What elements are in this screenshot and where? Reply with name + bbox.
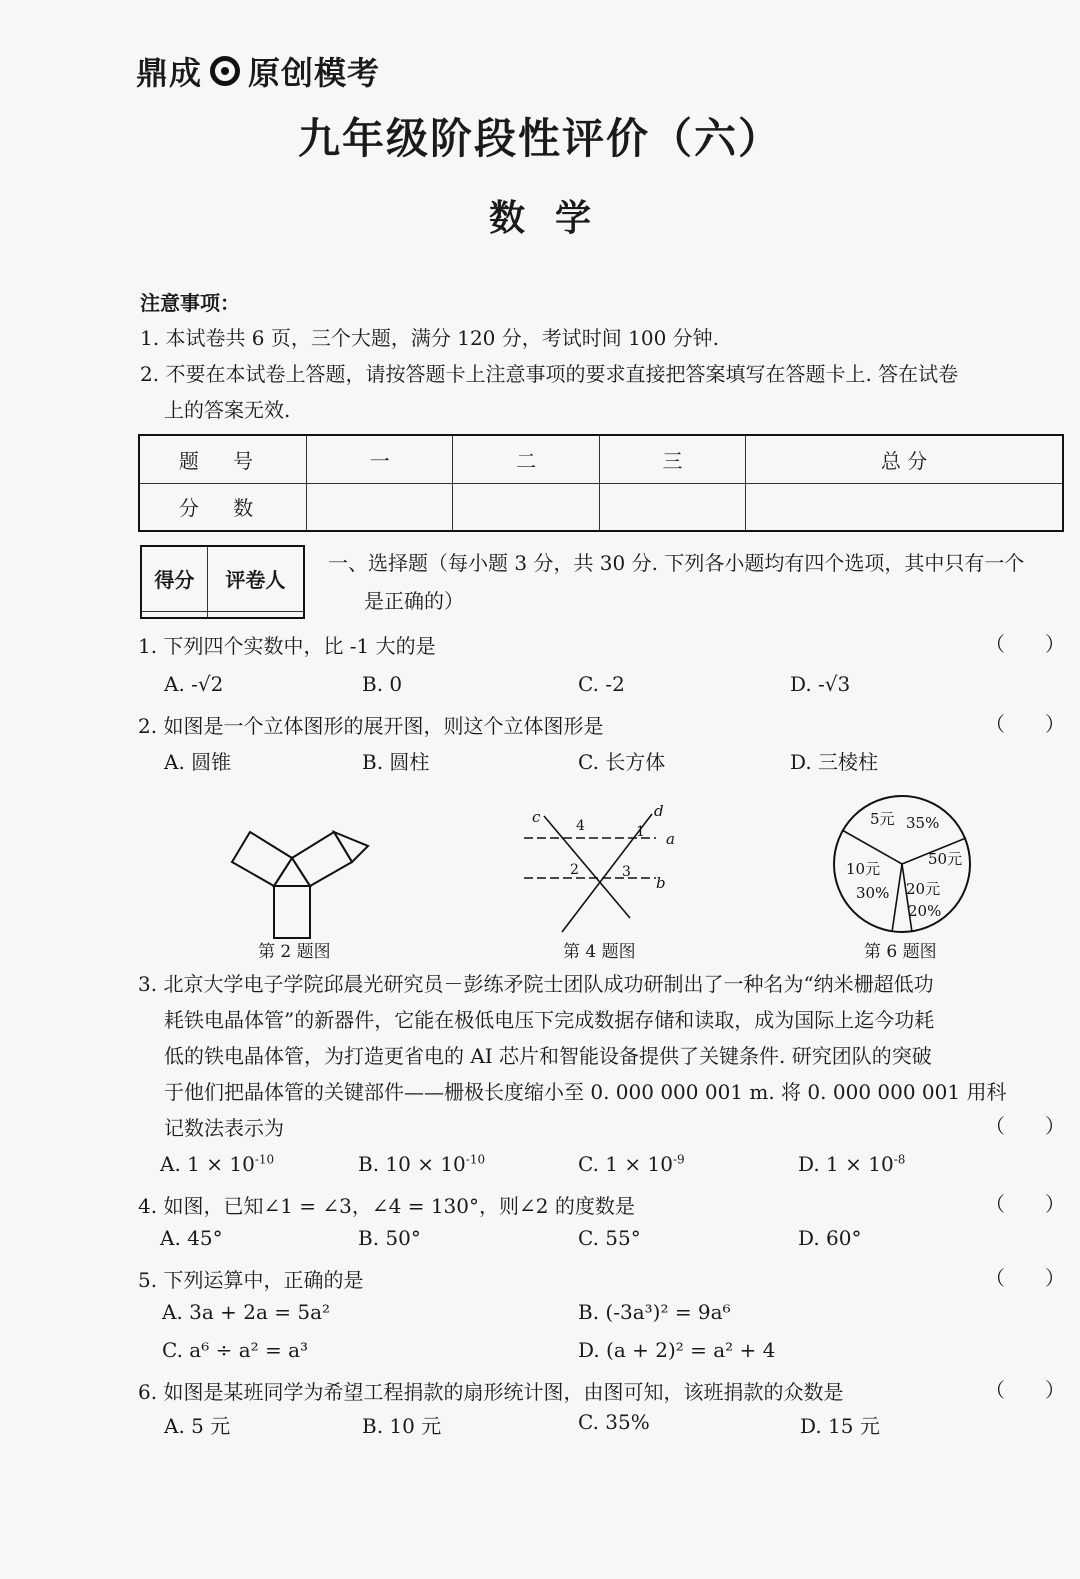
q6-option-d: D. 15 元 bbox=[800, 1414, 880, 1438]
note-item-2-cont: 上的答案无效. bbox=[164, 398, 291, 422]
q4-option-a: A. 45° bbox=[160, 1226, 223, 1250]
fig4-angle-3: 3 bbox=[622, 864, 631, 880]
q5-option-b: B. (-3a³)² = 9a⁶ bbox=[578, 1300, 731, 1324]
grader-score-blank bbox=[141, 611, 207, 618]
score-cell-part3: 三 bbox=[599, 435, 745, 483]
figure-4-caption: 第 4 题图 bbox=[563, 942, 636, 962]
logo-target-icon bbox=[210, 56, 240, 86]
section-heading-line2: 是正确的） bbox=[364, 589, 464, 613]
pie-slice-20yuan-label: 20元 bbox=[906, 880, 941, 898]
section-heading bbox=[328, 544, 1058, 620]
figure-6-caption: 第 6 题图 bbox=[864, 942, 937, 962]
question-2-stem: 2. 如图是一个立体图形的展开图，则这个立体图形是 bbox=[138, 714, 604, 738]
question-5-stem: 5. 下列运算中，正确的是 bbox=[138, 1268, 364, 1292]
pie-slice-5yuan-pct: 35% bbox=[906, 814, 940, 832]
q6-option-c: C. 35% bbox=[578, 1410, 650, 1434]
q5-option-c: C. a⁶ ÷ a² = a³ bbox=[162, 1338, 309, 1362]
answer-paren-5: （ ） bbox=[985, 1266, 1065, 1290]
answer-paren-6: （ ） bbox=[985, 1378, 1065, 1402]
answer-paren-2: （ ） bbox=[985, 712, 1065, 736]
score-input-3 bbox=[599, 483, 745, 531]
grader-name-blank bbox=[207, 611, 304, 618]
score-input-total bbox=[746, 483, 1063, 531]
fig2-cap-triangle bbox=[334, 832, 368, 862]
pie-divider-4 bbox=[892, 864, 902, 932]
fig4-label-a: a bbox=[666, 830, 675, 848]
score-cell-part1: 一 bbox=[307, 435, 453, 483]
logo-text-right: 原创模考 bbox=[248, 54, 381, 92]
q3-line-5: 记数法表示为 bbox=[164, 1116, 284, 1140]
fig2-bottom-rect bbox=[274, 886, 310, 938]
question-6-stem: 6. 如图是某班同学为希望工程捐款的扇形统计图，由图可知，该班捐款的众数是 bbox=[138, 1380, 844, 1404]
grader-table bbox=[140, 545, 305, 619]
fig4-angle-1: 1 bbox=[636, 824, 645, 840]
pie-divider-1 bbox=[842, 830, 902, 864]
subject-title: 数学 bbox=[488, 198, 621, 239]
score-input-2 bbox=[453, 483, 599, 531]
q3-line-3: 低的铁电晶体管，为打造更省电的 AI 芯片和智能设备提供了关键条件. 研究团队的突破 bbox=[164, 1044, 932, 1068]
question-1-stem: 1. 下列四个实数中，比 -1 大的是 bbox=[138, 634, 436, 658]
note-item-1: 1. 本试卷共 6 页，三个大题，满分 120 分，考试时间 100 分钟. bbox=[140, 326, 720, 350]
q4-option-c: C. 55° bbox=[578, 1226, 641, 1250]
answer-paren-4: （ ） bbox=[985, 1192, 1065, 1216]
score-table-header-row bbox=[139, 435, 1063, 483]
figure-4-lines bbox=[520, 800, 690, 936]
pie-divider-3 bbox=[902, 864, 912, 932]
q4-option-d: D. 60° bbox=[798, 1226, 862, 1250]
section-heading-line1: 一、选择题（每小题 3 分，共 30 分. 下列各小题均有四个选项，其中只有一个 bbox=[328, 551, 1025, 575]
pie-slice-20yuan-pct: 20% bbox=[908, 902, 942, 920]
q3-option-a: A. $1 \times 10^{-10}$ bbox=[160, 1152, 275, 1176]
q3-line-1: 3. 北京大学电子学院邱晨光研究员－彭练矛院士团队成功研制出了一种名为“纳米栅超低功 bbox=[138, 972, 934, 996]
publisher-logo bbox=[136, 48, 380, 94]
q2-option-b: B. 圆柱 bbox=[362, 750, 430, 774]
q2-option-d: D. 三棱柱 bbox=[790, 750, 879, 774]
fig2-right-rect bbox=[292, 832, 352, 886]
q3-option-b: B. $10 \times 10^{-10}$ bbox=[358, 1152, 486, 1176]
score-cell-label: 题 号 bbox=[139, 435, 307, 483]
q1-option-c: C. -2 bbox=[578, 672, 625, 696]
figure-6-pie bbox=[830, 790, 980, 936]
q1-option-a: A. -√2 bbox=[164, 672, 224, 696]
figure-2-net bbox=[220, 820, 380, 940]
score-table-score-row bbox=[139, 483, 1063, 531]
score-cell-part2: 二 bbox=[453, 435, 599, 483]
q3-line-2: 耗铁电晶体管”的新器件，它能在极低电压下完成数据存储和读取，成为国际上迄今功耗 bbox=[164, 1008, 935, 1032]
notes-heading: 注意事项： bbox=[140, 291, 240, 315]
score-input-1 bbox=[307, 483, 453, 531]
fig4-label-d: d bbox=[654, 802, 664, 820]
answer-paren-1: （ ） bbox=[985, 632, 1065, 656]
grader-score-label: 得分 bbox=[141, 546, 207, 611]
logo-text-left: 鼎成 bbox=[136, 54, 203, 92]
fig4-label-b: b bbox=[656, 874, 666, 892]
q1-option-d: D. -√3 bbox=[790, 672, 851, 696]
pie-slice-10yuan-pct: 30% bbox=[856, 884, 890, 902]
question-4-stem: 4. 如图，已知∠1 = ∠3，∠4 = 130°，则∠2 的度数是 bbox=[138, 1194, 635, 1218]
fig4-line-c bbox=[544, 816, 630, 918]
q6-option-b: B. 10 元 bbox=[362, 1414, 442, 1438]
fig2-center-triangle bbox=[274, 858, 310, 886]
q3-option-d: D. $1 \times 10^{-8}$ bbox=[798, 1152, 906, 1176]
pie-slice-10yuan-label: 10元 bbox=[846, 860, 881, 878]
q5-option-d: D. (a + 2)² = a² + 4 bbox=[578, 1338, 776, 1362]
q3-option-c: C. $1 \times 10^{-9}$ bbox=[578, 1152, 685, 1176]
q5-option-a: A. 3a + 2a = 5a² bbox=[162, 1300, 331, 1324]
score-cell-total: 总 分 bbox=[746, 435, 1063, 483]
question-3-stem bbox=[138, 966, 1053, 1146]
fig4-angle-2: 2 bbox=[570, 862, 579, 878]
q2-option-c: C. 长方体 bbox=[578, 750, 666, 774]
pie-slice-5yuan-label: 5元 bbox=[870, 810, 895, 828]
fig2-left-rect bbox=[232, 832, 292, 886]
score-table bbox=[138, 434, 1064, 532]
answer-paren-3: （ ） bbox=[985, 1114, 1065, 1138]
score-row-label: 分 数 bbox=[139, 483, 307, 531]
figure-2-caption: 第 2 题图 bbox=[258, 942, 331, 962]
q3-line-4: 于他们把晶体管的关键部件——栅极长度缩小至 0. 000 000 001 m. 将 0. 000 000 001 用科 bbox=[164, 1080, 1007, 1104]
grader-name-label: 评卷人 bbox=[207, 546, 304, 611]
q1-option-b: B. 0 bbox=[362, 672, 403, 696]
pie-slice-50yuan-label: 50元 bbox=[928, 850, 963, 868]
note-item-2: 2. 不要在本试卷上答题，请按答题卡上注意事项的要求直接把答案填写在答题卡上. 答在试卷 bbox=[140, 362, 959, 386]
q6-option-a: A. 5 元 bbox=[164, 1414, 231, 1438]
q2-option-a: A. 圆锥 bbox=[164, 750, 232, 774]
fig4-angle-4: 4 bbox=[576, 818, 585, 834]
q4-option-b: B. 50° bbox=[358, 1226, 421, 1250]
fig4-label-c: c bbox=[532, 808, 541, 826]
exam-title: 九年级阶段性评价（六） bbox=[297, 114, 782, 163]
